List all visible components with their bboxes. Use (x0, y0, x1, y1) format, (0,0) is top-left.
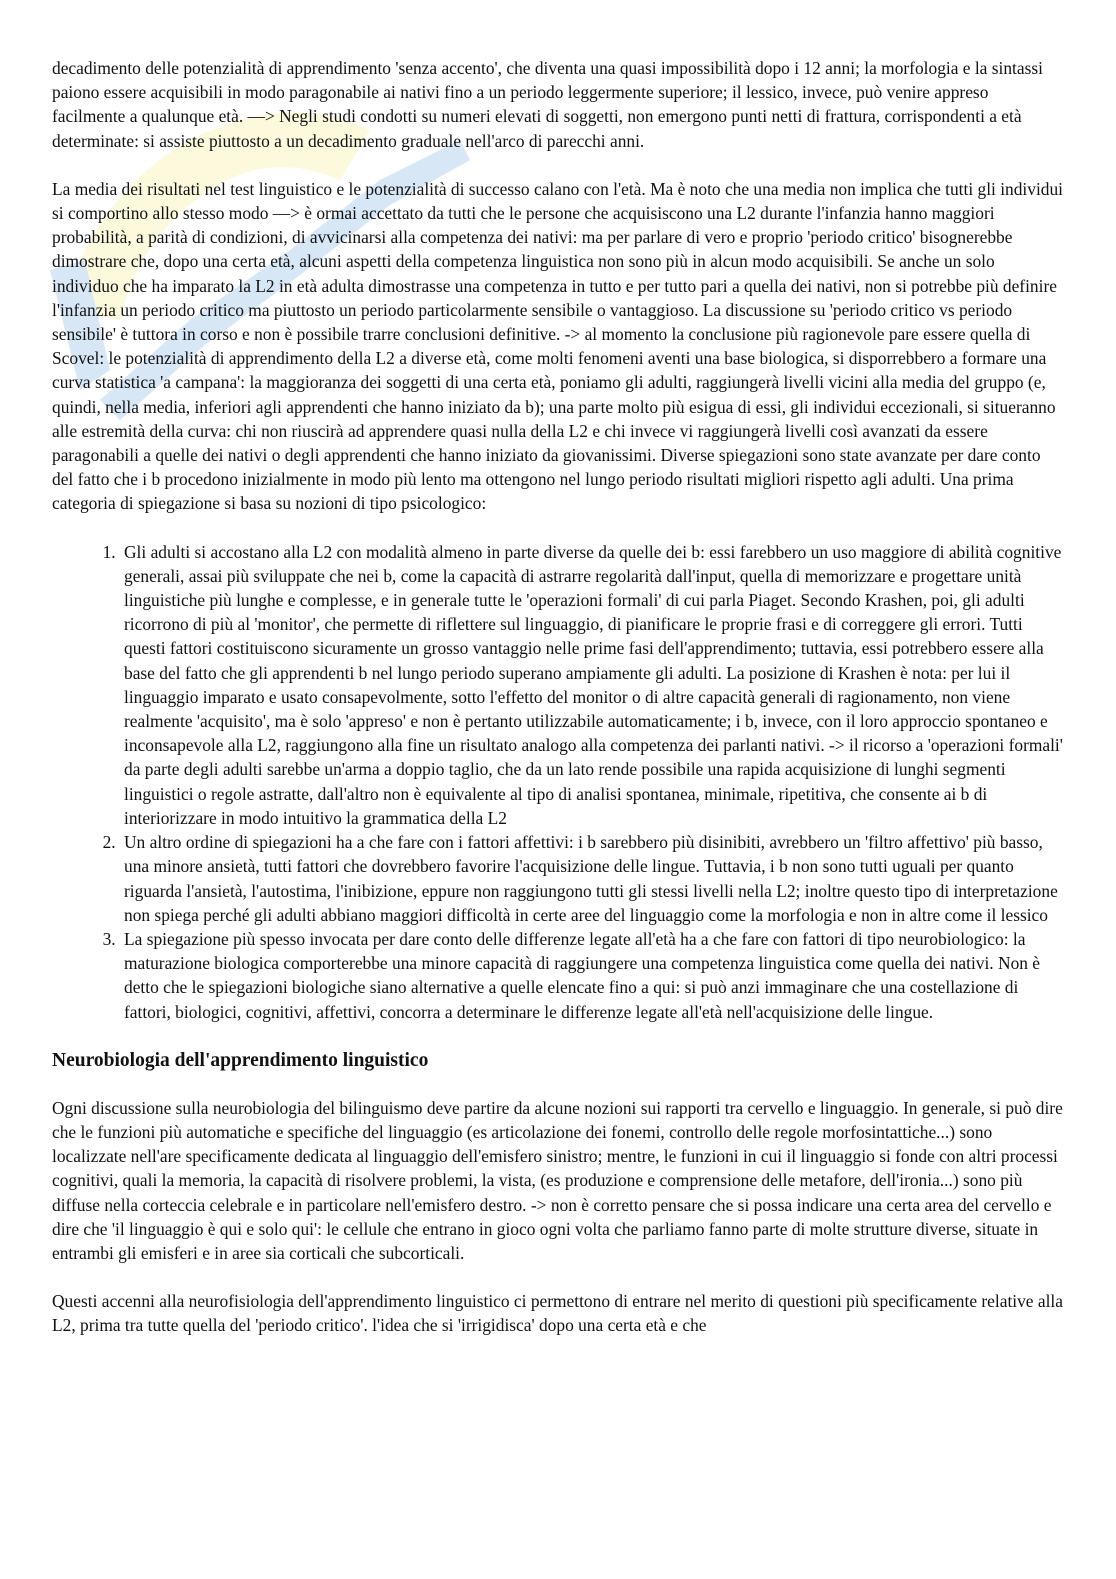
paragraph: Questi accenni alla neurofisiologia dell'apprendimento linguistico ci permettono di entrare nel merito di questioni più specificamente relative alla L2, prima tra tutte quella del 'periodo critico'. l'idea che si 'irrigidisca' dopo una certa età e che (52, 1291, 1063, 1336)
document-page (52, 56, 1064, 1362)
numbered-list (52, 540, 1064, 1024)
list-item: 2. Un altro ordine di spiegazioni ha a che fare con i fattori affettivi: i b sarebbero più disinibiti, avrebbero un 'filtro affettivo' più basso, una minore ansietà, tutti fattori che dovrebbero favorire l'acquisizione delle lingue. Tuttavia, i b non sono tutti uguali per quanto riguarda l'ansietà, l'autostima, l'inibizione, eppure non raggiungono tutti gli stessi livelli nella L2; inoltre questo tipo di interpretazione non spiega perché gli adulti abbiano maggiori difficoltà in certe aree del linguaggio come la morfologia e non in altre come il lessico (120, 830, 1064, 927)
list-item: 1. Gli adulti si accostano alla L2 con modalità almeno in parte diverse da quelle dei b: essi farebbero un uso maggiore di abilità cognitive generali, assai più sviluppate che nei b, come la capacità di astrarre regolarità dall'input, quella di memorizzare e progettare unità linguistiche più lunghe e complesse, e in generale tutte le 'operazioni formali' di cui parla Piaget. Secondo Krashen, poi, gli adulti ricorrono di più al 'monitor', che permette di riflettere sul linguaggio, di pianificare le proprie frasi e di correggere gli errori. Tutti questi fattori costituiscono sicuramente un grosso vantaggio nelle prime fasi dell'apprendimento; tuttavia, essi potrebbero essere alla base del fatto che gli apprendenti b nel lungo periodo superano ampiamente gli adulti. La posizione di Krashen è nota: per lui il linguaggio imparato e usato consapevolmente, sotto l'effetto del monitor o di altre capacità generali di ragionamento, non viene realmente 'acquisito', ma è solo 'appreso' e non è pertanto utilizzabile automaticamente; i b, invece, con il loro approccio spontaneo e inconsapevole alla L2, raggiungono alla fine un risultato analogo alla competenza dei parlanti nativi. -> il ricorso a 'operazioni formali' da parte degli adulti sarebbe un'arma a doppio taglio, che da un lato rende possibile una rapida acquisizione di lunghi segmenti linguistici o regole astratte, dall'altro non è equivalente al tipo di analisi spontanea, minimale, ripetitiva, che consente ai b di interiorizzare in modo intuitivo la grammatica della L2 (120, 540, 1064, 830)
section-heading: Neurobiologia dell'apprendimento linguistico (52, 1049, 429, 1071)
paragraph: Ogni discussione sulla neurobiologia del bilinguismo deve partire da alcune nozioni sui rapporti tra cervello e linguaggio. In generale, si può dire che le funzioni più automatiche e specifiche del linguaggio (es articolazione dei fonemi, controllo delle regole morfosintattiche...) sono localizzate nell'are specificamente dedicata al linguaggio dell'emisfero sinistro; mentre, le funzioni in cui il linguaggio si fonde con altri processi cognitivi, quali la memoria, la capacità di risolvere problemi, la vista, (es produzione e comprensione delle metafore, dell'ironia...) sono più diffuse nella corteccia celebrale e in particolare nell'emisfero destro. -> non è corretto pensare che si possa indicare una certa area del cervello e dire che 'il linguaggio è qui e solo qui': le cellule che entrano in gioco ogni volta che parliamo fanno parte di molte strutture diverse, situate in entrambi gli emisferi e in aree sia corticali che subcorticali. (52, 1097, 1063, 1263)
list-item: 3. La spiegazione più spesso invocata per dare conto delle differenze legate all'età ha a che fare con fattori di tipo neurobiologico: la maturazione biologica comporterebbe una minore capacità di raggiungere una competenza linguistica come quella dei nativi. Non è detto che le spiegazioni biologiche siano alternative a quelle elencate fino a qui: si può anzi immaginare che una costellazione di fattori, biologici, cognitivi, affettivi, concorra a determinare le differenze legate all'età nell'acquisizione delle lingue. (120, 927, 1064, 1024)
paragraph: decadimento delle potenzialità di apprendimento 'senza accento', che diventa una quasi impossibilità dopo i 12 anni; la morfologia e la sintassi paiono essere acquisibili in modo paragonabile ai nativi fino a un periodo leggermente superiore; il lessico, invece, può venire appreso facilmente a qualunque età. —> Negli studi condotti su numeri elevati di soggetti, non emergono punti netti di frattura, corrispondenti a età determinate: si assiste piuttosto a un decadimento graduale nell'arco di parecchi anni. (52, 58, 1043, 151)
paragraph: La media dei risultati nel test linguistico e le potenzialità di successo calano con l'età. Ma è noto che una media non implica che tutti gli individui si comportino allo stesso modo —> è ormai accettato da tutti che le persone che acquisiscono una L2 durante l'infanzia hanno maggiori probabilità, a parità di condizioni, di avvicinarsi alla competenza dei nativi: ma per parlare di vero e proprio 'periodo critico' bisognerebbe dimostrare che, dopo una certa età, alcuni aspetti della competenza linguistica non sono più in alcun modo acquisibili. Se anche un solo individuo che ha imparato la L2 in età adulta dimostrasse una competenza in tutto e per tutto pari a quella dei nativi, non si potrebbe più definire l'infanzia un periodo critico ma piuttosto un periodo particolarmente sensibile o vantaggioso. La discussione su 'periodo critico vs periodo sensibile' è tuttora in corso e non è possibile trarre conclusioni definitive. -> al momento la conclusione più ragionevole pare essere quella di Scovel: le potenzialità di apprendimento della L2 a diverse età, come molti fenomeni aventi una base biologica, si disporrebbero a formare una curva statistica 'a campana': la maggioranza dei soggetti di una certa età, poniamo gli adulti, raggiungerà livelli vicini alla media del gruppo (e, quindi, nella media, inferiori agli apprendenti che hanno iniziato da b); una parte molto più esigua di essi, gli individui eccezionali, si situeranno alle estremità della curva: chi non riuscirà ad apprendere quasi nulla della L2 e chi invece vi raggiungerà livelli così avanzati da essere paragonabili a quelle dei nativi o degli apprendenti che hanno iniziato da giovanissimi. Diverse spiegazioni sono state avanzate per dare conto del fatto che i b procedono inizialmente in modo più lento ma ottengono nel lungo periodo risultati migliori rispetto agli adulti. Una prima categoria di spiegazione si basa su nozioni di tipo psicologico: (52, 178, 1064, 514)
